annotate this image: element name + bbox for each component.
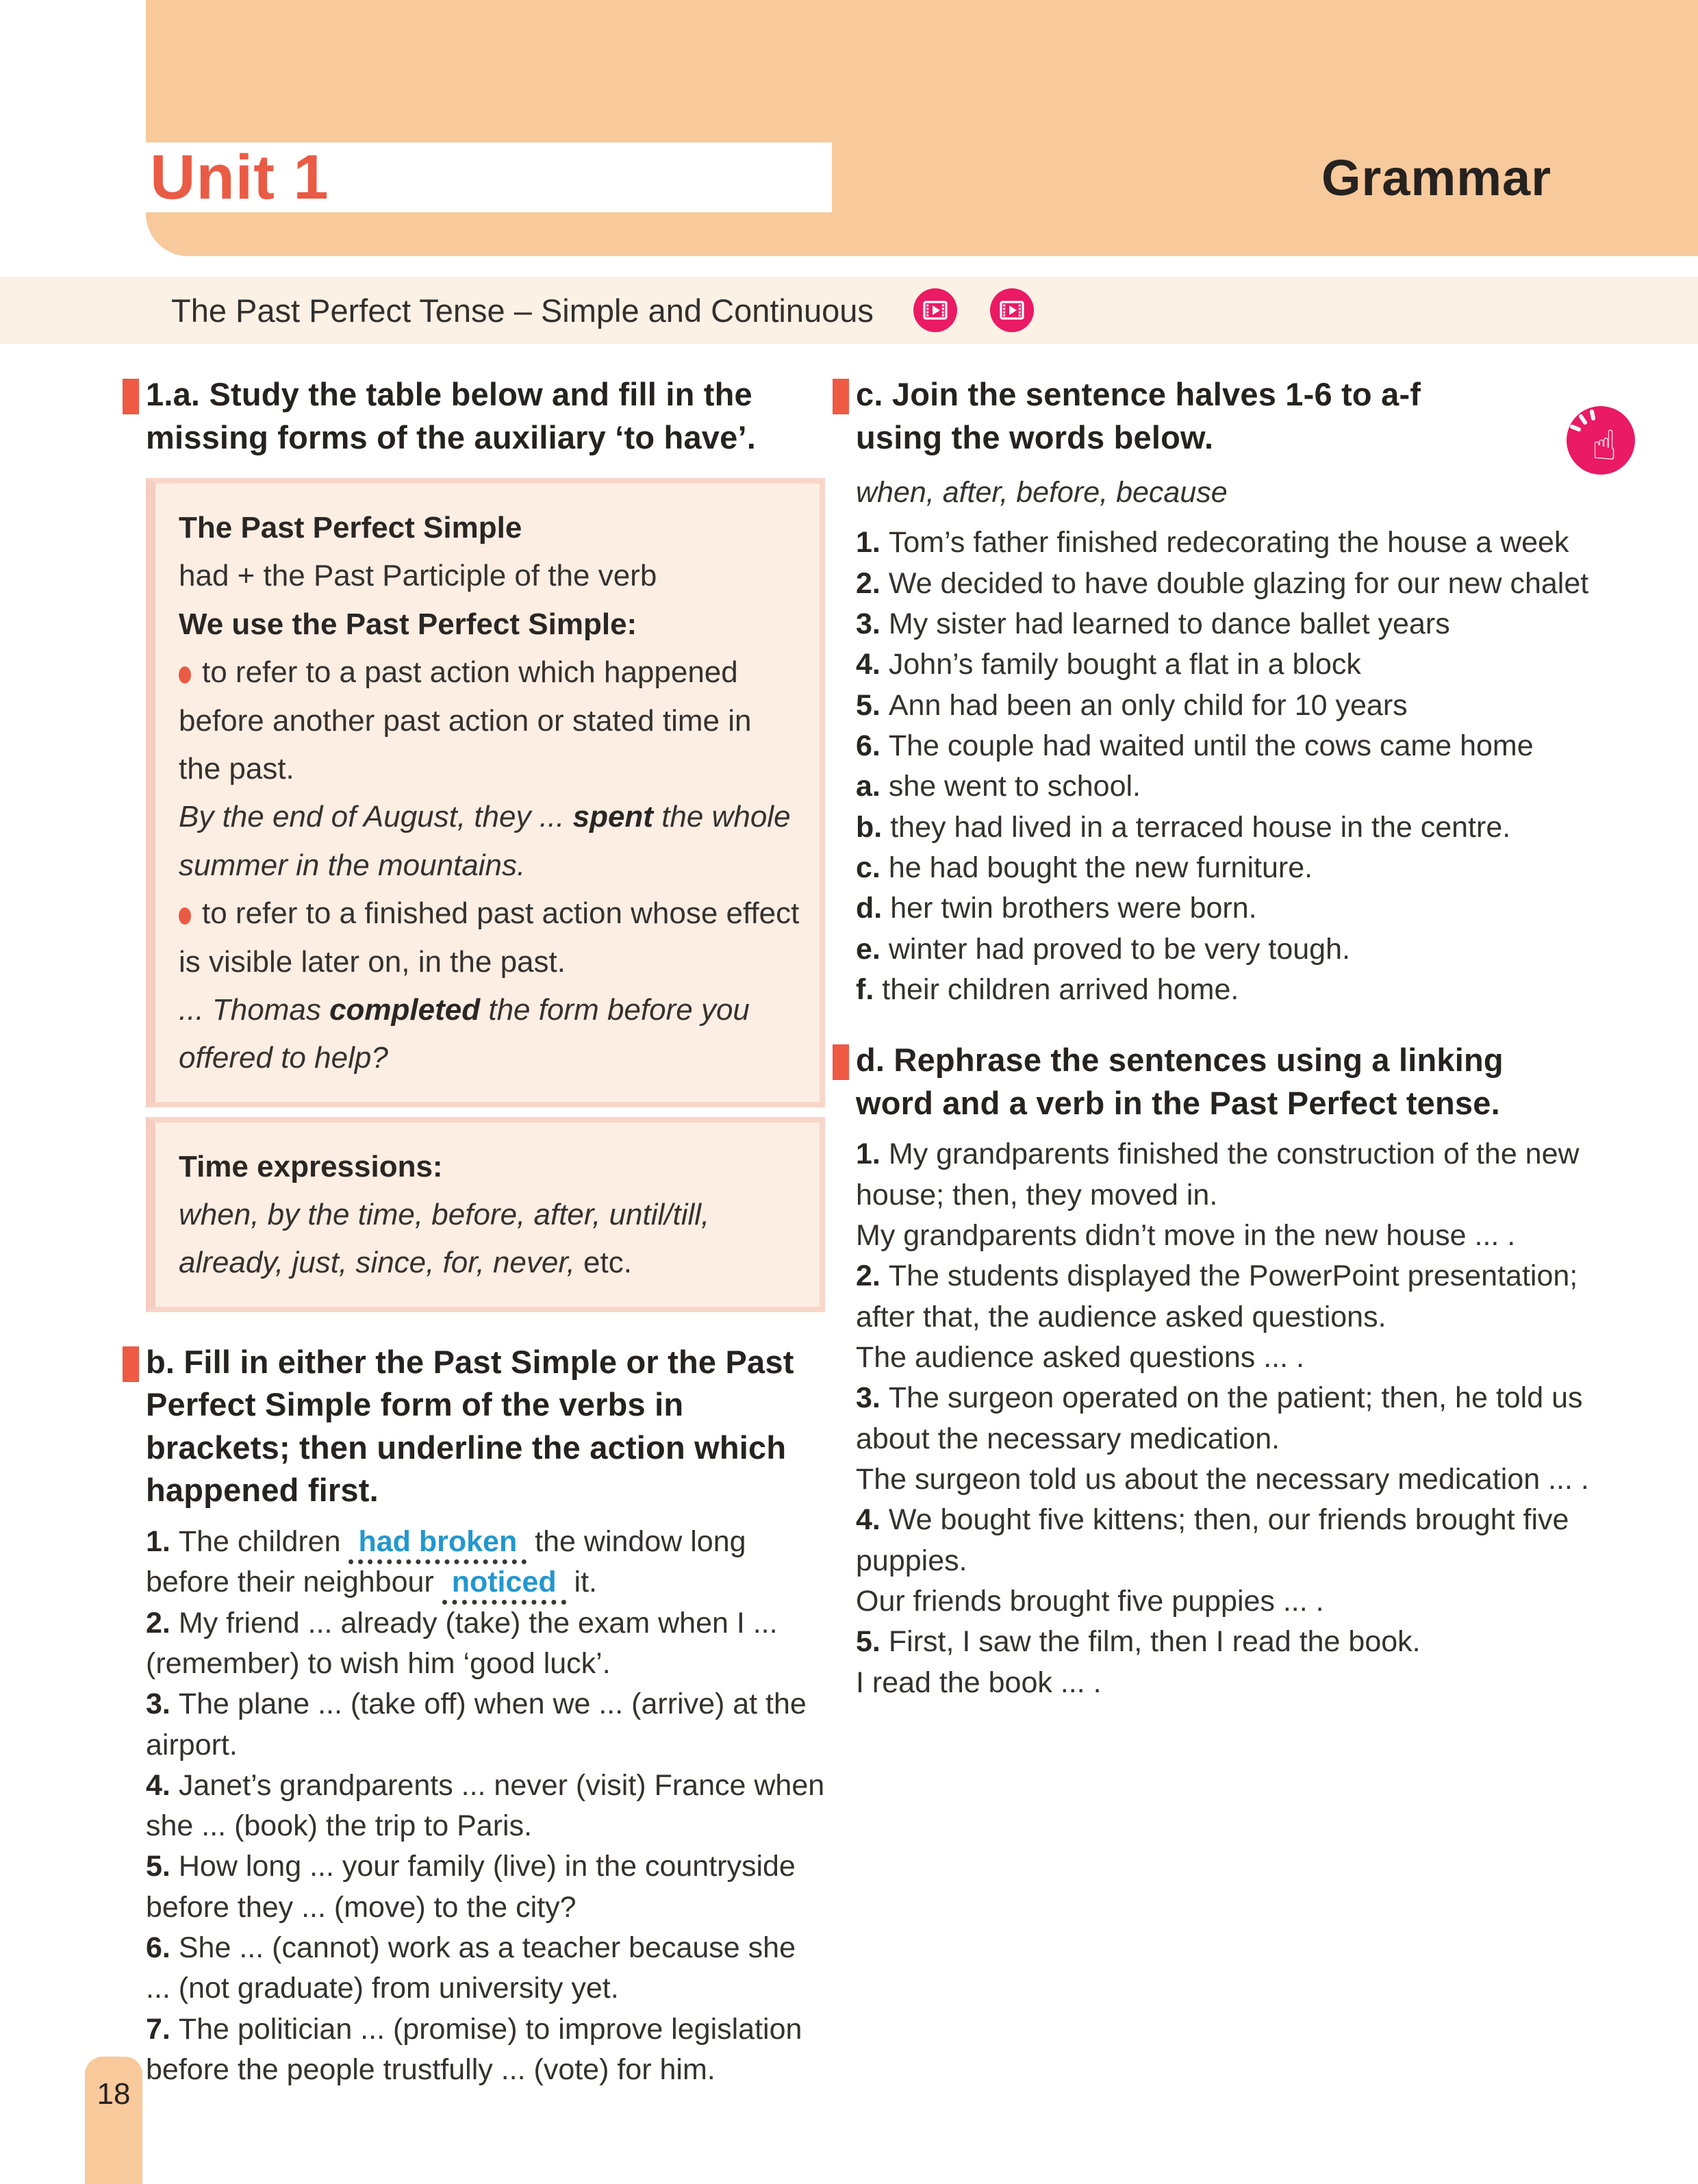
unit-title: Unit 1 xyxy=(150,142,329,212)
filled-answer[interactable]: had broken xyxy=(349,1525,527,1564)
time-box-list: when, by the time, before, after, until/till, already, just, since, for, never, etc. xyxy=(179,1198,710,1280)
media-icons xyxy=(913,288,1034,332)
exercise-c-half-b: b. they had lived in a terraced house in the centre. xyxy=(856,810,1511,844)
exercise-c-half-c: c. he had bought the new furniture. xyxy=(856,851,1313,884)
section-marker xyxy=(123,379,139,414)
rule-box-title: The Past Perfect Simple xyxy=(179,511,522,544)
rule-use-intro: We use the Past Perfect Simple: xyxy=(179,607,637,641)
section-b-heading: b. Fill in either the Past Simple or the Past Perfect Simple form of the verbs in brackets; then underline the action which happened first. xyxy=(146,1341,825,1512)
exercise-c-half-e: e. winter had proved to be very tough. xyxy=(856,932,1350,966)
filled-answer[interactable]: noticed xyxy=(442,1566,566,1605)
exercise-c-items xyxy=(856,523,1602,1010)
exercise-d-rewrite-1: My grandparents didn’t move in the new house ... . xyxy=(856,1218,1516,1252)
section-marker xyxy=(123,1346,139,1382)
section-marker xyxy=(833,1044,849,1080)
exercise-b-item-7: 7. The politician ... (promise) to improve legislation before the people trustfully ... (vote) for him. xyxy=(146,2012,802,2087)
exercise-b-item-4: 4. Janet’s grandparents ... never (visit) France when she ... (book) the trip to Paris. xyxy=(146,1768,825,1843)
exercise-c-item-4: 4. John’s family bought a flat in a block xyxy=(856,648,1361,681)
rule-bullet-2: to refer to a finished past action whose effect is visible later on, in the past. xyxy=(179,890,800,986)
section-a-heading: 1.a. Study the table below and fill in the missing forms of the auxiliary ‘to have’. xyxy=(146,373,825,459)
exercise-d-item-2: 2. The students displayed the PowerPoint presentation; after that, the audience asked questions. xyxy=(856,1259,1578,1333)
exercise-d-item-5: 5. First, I saw the film, then I read the book. xyxy=(856,1625,1421,1659)
rule-example-2: ... Thomas completed the form before you offered to help? xyxy=(179,992,750,1075)
page-body xyxy=(146,373,1617,2090)
rule-form-line: had + the Past Participle of the verb xyxy=(179,559,657,593)
exercise-d-items xyxy=(856,1134,1602,1703)
topic-bar xyxy=(0,277,1698,344)
rule-example-1: By the end of August, they ... spent the whole summer in the mountains. xyxy=(179,800,791,882)
video-play-icon[interactable] xyxy=(990,288,1034,332)
exercise-d-item-4: 4. We bought five kittens; then, our friends brought five puppies. xyxy=(856,1503,1569,1577)
exercise-d-rewrite-2: The audience asked questions ... . xyxy=(856,1340,1304,1374)
exercise-c-item-5: 5. Ann had been an only child for 10 years xyxy=(856,688,1408,722)
exercise-d-rewrite-3: The surgeon told us about the necessary medication ... . xyxy=(856,1462,1589,1496)
page-number: 18 xyxy=(97,2077,131,2111)
right-column xyxy=(856,373,1617,1703)
exercise-d-item-3: 3. The surgeon operated on the patient; then, he told us about the necessary medication. xyxy=(856,1381,1583,1455)
exercise-d-rewrite-4: Our friends brought five puppies ... . xyxy=(856,1584,1324,1618)
left-column xyxy=(146,373,825,2090)
grammar-rule-box xyxy=(146,478,825,1107)
unit-banner xyxy=(146,0,1698,256)
exercise-d-rewrite-5: I read the book ... . xyxy=(856,1666,1102,1699)
section-d-heading: d. Rephrase the sentences using a linking word and a verb in the Past Perfect tense. xyxy=(856,1039,1547,1125)
svg-text:☝: ☝ xyxy=(1591,422,1617,470)
exercise-b-item-5: 5. How long ... your family (live) in the countryside before they ... (move) to the city? xyxy=(146,1850,796,1924)
exercise-b-item-6: 6. She ... (cannot) work as a teacher because she ... (not graduate) from university yet. xyxy=(146,1931,796,2005)
unit-title-slot xyxy=(146,142,832,212)
video-play-icon[interactable] xyxy=(913,288,957,332)
linking-words: when, after, before, because xyxy=(856,476,1228,509)
exercise-c-item-3: 3. My sister had learned to dance ballet years xyxy=(856,607,1450,640)
exercise-c-item-2: 2. We decided to have double glazing for our new chalet xyxy=(856,566,1589,600)
page-subject: Grammar xyxy=(1321,149,1551,206)
exercise-c-half-a: a. she went to school. xyxy=(856,770,1141,803)
page-number-tab xyxy=(85,2057,142,2184)
tap-icon[interactable] xyxy=(1567,406,1635,478)
rule-bullet-1: to refer to a past action which happened before another past action or stated time in the past. xyxy=(179,649,800,793)
exercise-c-item-1: 1. Tom’s father finished redecorating the house a week xyxy=(856,526,1569,560)
exercise-d-item-1: 1. My grandparents finished the construction of the new house; then, they moved in. xyxy=(856,1138,1580,1212)
exercise-b-item-3: 3. The plane ... (take off) when we ... (arrive) at the airport. xyxy=(146,1687,807,1761)
section-marker xyxy=(833,379,849,414)
exercise-b-items xyxy=(146,1522,825,2091)
exercise-b-item-1: 1. The children had broken the window long before their neighbour noticed it. xyxy=(146,1522,825,1603)
exercise-b-item-2: 2. My friend ... already (take) the exam when I ... (remember) to wish him ‘good luck’. xyxy=(146,1606,778,1680)
topic-title: The Past Perfect Tense – Simple and Continuous xyxy=(171,292,874,329)
time-expressions-box xyxy=(146,1117,825,1312)
exercise-c-item-6: 6. The couple had waited until the cows came home xyxy=(856,729,1534,762)
exercise-c-half-d: d. her twin brothers were born. xyxy=(856,892,1257,925)
time-box-title: Time expressions: xyxy=(179,1149,443,1183)
section-c-heading: c. Join the sentence halves 1-6 to a-f using the words below. xyxy=(856,373,1506,459)
exercise-c-half-f: f. their children arrived home. xyxy=(856,972,1239,1006)
